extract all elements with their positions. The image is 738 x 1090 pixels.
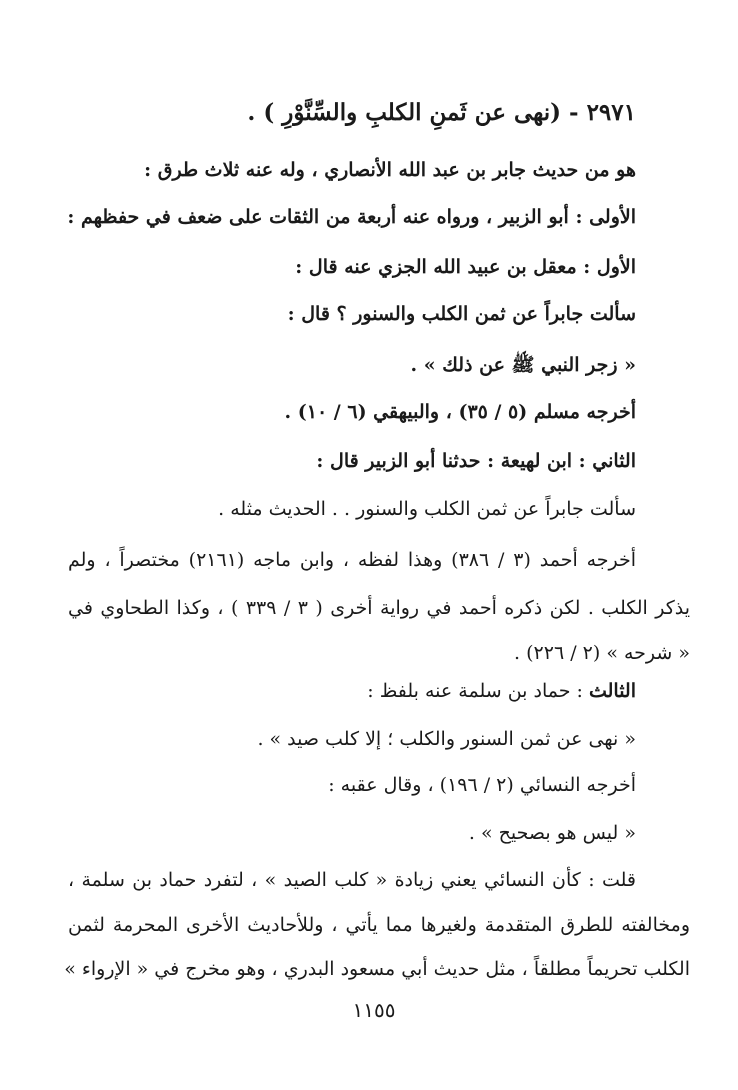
takhrij-2-line-3: « شرحه » (٢ / ٢٢٦) . <box>514 642 690 664</box>
hadith-heading: ٢٩٧١ - (نهى عن ثَمنِ الكلبِ والسِّنَّوْرِ ) . <box>247 99 636 126</box>
first-narrator-line <box>295 252 636 282</box>
takhrij-2-line-1: أخرجه أحمد (٣ / ٣٨٦) وهذا لفظه ، وابن ماجه (٢١٦١) مختصراً ، ولم <box>68 549 637 571</box>
page-number: ١١٥٥ <box>352 998 396 1022</box>
comment-line-3: الكلب تحريماً مطلقاً ، مثل حديث أبي مسعود البدري ، وهو مخرج في « الإرواء » <box>64 958 690 980</box>
second-narrator-line <box>316 446 636 476</box>
second-narrator-lead: الثاني <box>592 450 636 472</box>
first-route-lead: الأولى <box>589 206 636 228</box>
question-1: سألت جابراً عن ثمن الكلب والسنور ؟ قال : <box>287 303 636 325</box>
third-narrator-lead: الثالث <box>588 680 636 702</box>
first-narrator-lead: الأول <box>596 256 636 278</box>
third-narrator-line <box>367 676 636 706</box>
first-route-text: : أبو الزبير ، ورواه عنه أربعة من الثقات على ضعف في حفظهم : <box>67 206 590 228</box>
takhrij-3: أخرجه النسائي (٢ / ١٩٦) ، وقال عقبه : <box>328 774 636 796</box>
second-narrator-text: : ابن لهيعة : حدثنا أبو الزبير قال : <box>316 450 593 472</box>
first-route-line <box>67 202 636 232</box>
comment-line-1: قلت : كأن النسائي يعني زيادة « كلب الصيد » ، لتفرد حماد بن سلمة ، <box>68 869 636 891</box>
question-2: سألت جابراً عن ثمن الكلب والسنور . . الحديث مثله . <box>218 498 636 520</box>
third-narrator-text: : حماد بن سلمة عنه بلفظ : <box>367 680 589 702</box>
takhrij-1: أخرجه مسلم (٥ / ٣٥) ، والبيهقي (٦ / ١٠) . <box>284 401 636 423</box>
comment-line-2: ومخالفته للطرق المتقدمة ولغيرها مما يأتي ، وللأحاديث الأخرى المحرمة لثمن <box>68 914 690 936</box>
takhrij-2-line-2: يذكر الكلب . لكن ذكره أحمد في رواية أخرى ( ٣ / ٣٣٩ ) ، وكذا الطحاوي في <box>68 597 691 619</box>
nasai-quote: « ليس هو بصحيح » . <box>468 822 636 844</box>
intro-line: هو من حديث جابر بن عبد الله الأنصاري ، وله عنه ثلاث طرق : <box>144 159 636 181</box>
first-narrator-text: : معقل بن عبيد الله الجزي عنه قال : <box>295 256 597 278</box>
hadith-1: « زجر النبي ﷺ عن ذلك » . <box>410 354 636 376</box>
hadith-3: « نهى عن ثمن السنور والكلب ؛ إلا كلب صيد » . <box>257 728 636 750</box>
